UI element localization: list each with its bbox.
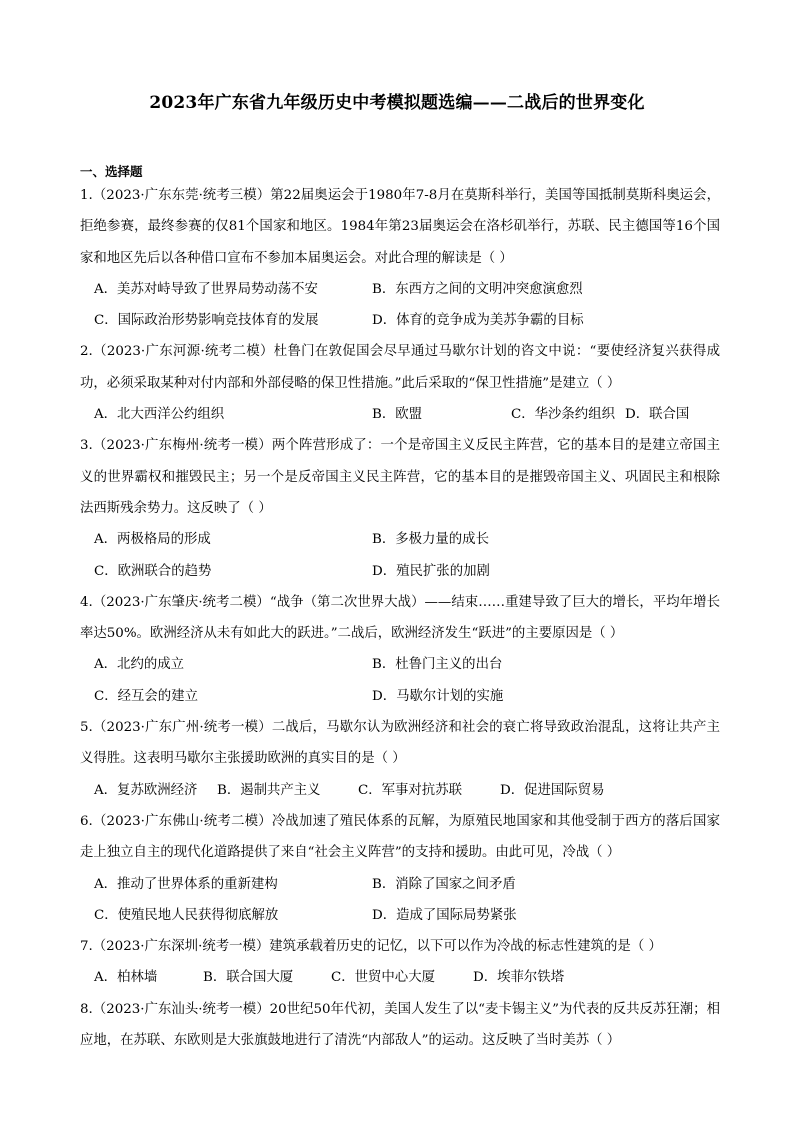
option-c: C．军事对抗苏联 (358, 782, 462, 798)
question-options (80, 962, 720, 993)
option-a: A．北大西洋公约组织 (94, 407, 225, 423)
question-stem: 6.（2023·广东佛山·统考二模）冷战加速了殖民体系的瓦解，为原殖民地国家和其他受制于西方的落后国家走上独立自主的现代化道路提供了来自“社会主义阵营”的支持和援助。由此可见，冷战（ ） (80, 813, 720, 861)
section-heading: 一、选择题 (80, 164, 143, 179)
option-d: D．促进国际贸易 (500, 782, 605, 798)
option-c: C．国际政治形势影响竞技体育的发展 (94, 313, 319, 329)
option-b: B．联合国大厦 (203, 970, 294, 986)
question-options (80, 869, 720, 932)
option-d: D．造成了国际局势紧张 (372, 907, 517, 923)
question-options (80, 274, 720, 337)
option-d: D．马歇尔计划的实施 (372, 688, 504, 704)
question-stem: 7.（2023·广东深圳·统考一模）建筑承载着历史的记忆，以下可以作为冷战的标志性建筑的是（ ） (80, 939, 662, 955)
option-a: A．北约的成立 (94, 657, 185, 673)
option-c: C．华沙条约组织 (511, 407, 615, 423)
question-stem: 4.（2023·广东肇庆·统考二模）“战争（第二次世界大战）——结束……重建导致了巨大的增长，平均年增长率达50%。欧洲经济从未有如此大的跃进。”二战后，欧洲经济发生“跃进”的主要原因是（ ） (80, 594, 720, 642)
question-options (80, 399, 720, 430)
question-list (80, 180, 720, 1056)
option-c: C．使殖民地人民获得彻底解放 (94, 907, 279, 923)
option-a: A．推动了世界体系的重新建构 (94, 876, 278, 892)
option-a: A．美苏对峙导致了世界局势动荡不安 (94, 281, 318, 297)
question-stem: 5.（2023·广东广州·统考一模）二战后，马歇尔认为欧洲经济和社会的衰亡将导致政治混乱，这将让共产主义得胜。这表明马歇尔主张援助欧洲的真实目的是（ ） (80, 720, 720, 767)
question-stem: 8.（2023·广东汕头·统考一模）20世纪50年代初，美国人发生了以“麦卡锡主义”为代表的反共反苏狂潮；相应地，在苏联、东欧则是大张旗鼓地进行了清洗“内部敌人”的运动。这反映了当时美苏（ ） (80, 1001, 720, 1049)
option-b: B．多极力量的成长 (372, 532, 489, 548)
option-b: B．遏制共产主义 (217, 782, 321, 798)
option-d: D．联合国 (625, 407, 690, 423)
option-d: D．埃菲尔铁塔 (473, 970, 565, 986)
option-b: B．杜鲁门主义的出台 (372, 657, 503, 673)
option-a: A．两极格局的形成 (94, 532, 211, 548)
page-title: 2023年广东省九年级历史中考模拟题选编——二战后的世界变化 (149, 93, 645, 113)
option-c: C．世贸中心大厦 (331, 970, 435, 986)
option-c: C．经互会的建立 (94, 688, 198, 704)
option-c: C．欧洲联合的趋势 (94, 563, 212, 579)
question-options (80, 524, 720, 587)
question-stem: 2.（2023·广东河源·统考二模）杜鲁门在敦促国会尽早通过马歇尔计划的咨文中说：“要使经济复兴获得成功，必须采取某种对付内部和外部侵略的保卫性措施。”此后采取的“保卫性措施”是建立（ ） (80, 344, 720, 391)
option-a: A．复苏欧洲经济 (94, 782, 198, 798)
question-options (80, 649, 720, 712)
option-b: B．消除了国家之间矛盾 (372, 876, 516, 892)
question-stem: 1.（2023·广东东莞·统考三模）第22届奥运会于1980年7-8月在莫斯科举行，美国等国抵制莫斯科奥运会，拒绝参赛，最终参赛的仅81个国家和地区。1984年第23届奥运会在洛杉矶举行，苏联、民主德国等16个国家和地区先后以各种借口宣布不参加本届奥运会。对此合理的解读是（ ） (80, 188, 720, 266)
question-stem: 3.（2023·广东梅州·统考一模）两个阵营形成了：一个是帝国主义反民主阵营，它的基本目的是建立帝国主义的世界霸权和摧毁民主；另一个是反帝国主义民主阵营，它的基本目的是摧毁帝国主义、巩固民主和根除法西斯残余势力。这反映了（ ） (80, 438, 720, 516)
option-b: B．欧盟 (372, 407, 423, 423)
option-b: B．东西方之间的文明冲突愈演愈烈 (372, 281, 583, 297)
option-a: A．柏林墙 (94, 970, 158, 986)
option-d: D．殖民扩张的加剧 (372, 563, 490, 579)
option-d: D．体育的竞争成为美苏争霸的目标 (372, 313, 584, 329)
question-options (80, 775, 720, 806)
